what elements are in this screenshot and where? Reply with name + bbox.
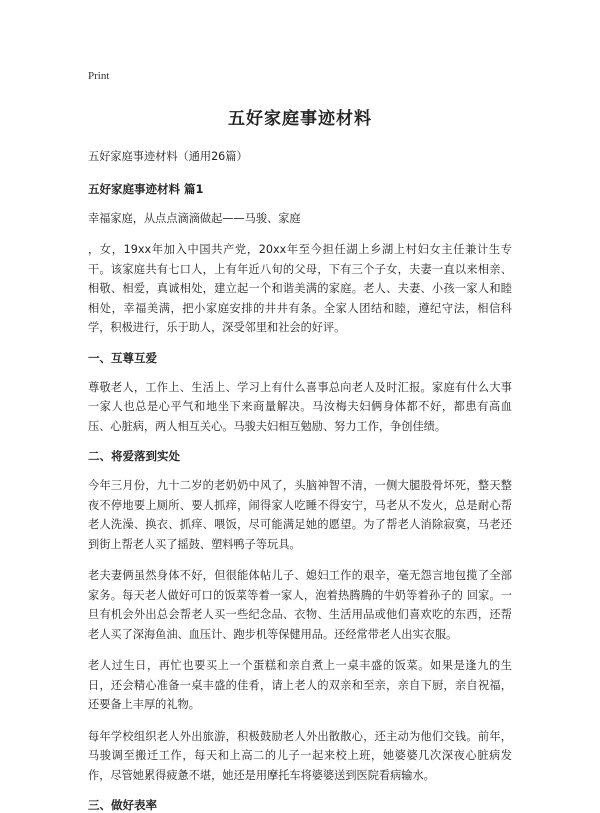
paragraph-intro: ，女，19xx年加入中国共产党，20xx年至今担任湖上乡湖上村妇女主任兼计生专干。该家庭共有七口人，上有年近八旬的父母，下有三个子女，夫妻一直以来相亲、相敬、相爱，真诚相处，建立起一个和谐美满的家庭。老人、夫妻、小孩一家人和睦相处，幸福美满，把小家庭安排的井井有条。全家人团结和睦，遵纪守法，相信科学，积极进行，乐于助人，深受邻里和社会的好评。 [88, 243, 512, 334]
paragraph-respect: 尊敬老人，工作上、生活上、学习上有什么喜事总向老人及时汇报。家庭有什么大事一家人也总是心平气和地坐下来商量解决。马汝梅夫妇俩身体都不好，都患有高血压、心脏病，两人相互关心。马骏夫妇相互勉励、努力工作，争创佳绩。 [88, 380, 512, 433]
paragraph-birthdays: 老人过生日，再忙也要买上一个蛋糕和亲自煮上一桌丰盛的饭菜。如果是逢九的生日，还会精心准备一桌丰盛的佳肴，请上老人的双亲和至亲，亲自下厨，亲自祝福，还要备上丰厚的礼物。 [88, 659, 512, 711]
paragraph-travel: 每年学校组织老人外出旅游，积极鼓励老人外出散散心，还主动为他们交钱。前年，马骏调至搬迁工作，每天和上高二的儿子一起来校上班，她婆婆几次深夜心脏病发作，尽管她累得疲惫不堪，她还是用摩托车将婆婆送到医院看病输水。 [88, 729, 512, 782]
article-heading: 五好家庭事迹材料 篇1 [88, 181, 204, 196]
intro-line: 幸福家庭，从点点滴滴做起——马骏、家庭 [88, 211, 301, 225]
paragraph-grandmother-care: 今年三月份，九十二岁的老奶奶中风了，头脑神智不清，一侧大腿股骨坏死，整天整夜不停地要上厕所、要人抓痒，闹得家人吃睡不得安宁，马老从不发火，总是耐心帮老人洗澡、换衣、抓痒、喂饭，尽可能满足她的愿望。为了帮老人消除寂寞，马老还到街上帮老人买了摇鼓、塑料鸭子等玩具。 [88, 479, 512, 551]
page-title: 五好家庭事迹材料 [228, 109, 372, 129]
section-heading-mutual-respect: 一、互尊互爱 [88, 350, 157, 365]
section-heading-love-in-action: 二、将爱落到实处 [88, 449, 180, 463]
document-subtitle: 五好家庭事迹材料（通用26篇） [88, 150, 248, 163]
paragraph-housework: 老夫妻俩虽然身体不好，但很能体帖儿子、媳妇工作的艰辛，毫无怨言地包揽了全部家务。每天老人做好可口的饭菜等着一家人，泡着热腾腾的牛奶等着孙子的 回家。一旦有机会外出总会帮老人买一些纪念品、衣物、生活用品或他们喜欢吃的东西，还帮老人买了深海鱼油、血压计、跑步机等保健用品。还经常带老人出实衣服。 [88, 569, 512, 641]
section-heading-role-model: 三、做好表率 [88, 798, 157, 812]
print-link[interactable]: Print [88, 70, 110, 82]
